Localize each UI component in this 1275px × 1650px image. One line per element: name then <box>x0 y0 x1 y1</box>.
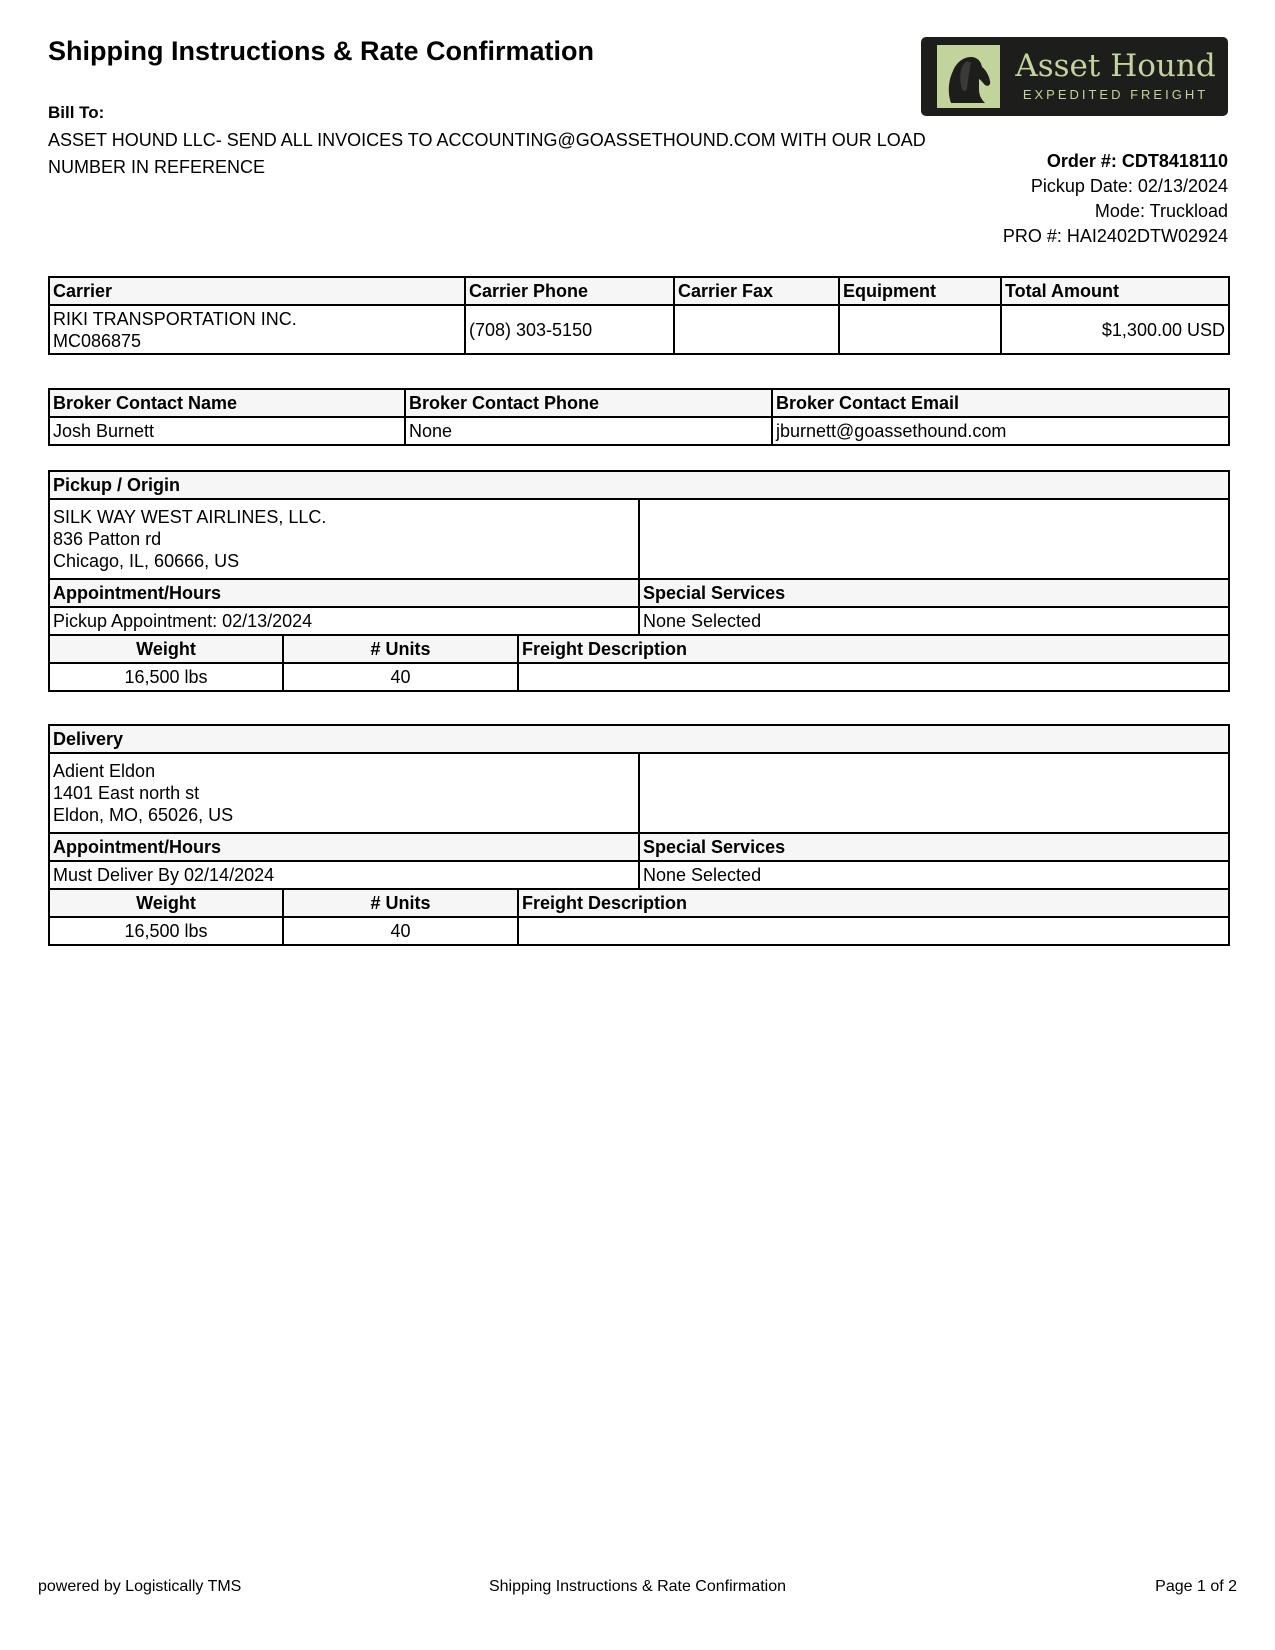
pickup-weight-header: Weight <box>49 635 283 663</box>
pro-number: PRO #: HAI2402DTW02924 <box>1002 226 1228 246</box>
delivery-weight-header: Weight <box>49 889 283 917</box>
delivery-special-header: Special Services <box>639 833 1229 861</box>
pickup-address-line: Chicago, IL, 60666, US <box>53 551 240 571</box>
total-amount-header: Total Amount <box>1001 277 1229 305</box>
carrier-fax <box>674 305 839 354</box>
total-amount: $1,300.00 USD <box>1001 305 1229 354</box>
broker-phone-header: Broker Contact Phone <box>405 389 772 417</box>
broker-table <box>48 388 1230 446</box>
delivery-address <box>49 753 639 833</box>
pickup-address-line: 836 Patton rd <box>53 529 162 549</box>
delivery-weight: 16,500 lbs <box>49 917 283 945</box>
logo-name: Asset Hound <box>1015 48 1216 84</box>
delivery-address-line: Eldon, MO, 65026, US <box>53 805 234 825</box>
pickup-date: Pickup Date: 02/13/2024 <box>1030 176 1228 196</box>
hound-dog-icon <box>937 45 1000 108</box>
carrier-table <box>48 276 1230 355</box>
pickup-address-line: SILK WAY WEST AIRLINES, LLC. <box>53 507 327 527</box>
carrier-phone: (708) 303-5150 <box>465 305 674 354</box>
pickup-desc-header: Freight Description <box>518 635 1229 663</box>
delivery-address-line: Adient Eldon <box>53 761 156 781</box>
equipment <box>839 305 1001 354</box>
company-logo <box>921 37 1228 116</box>
broker-name: Josh Burnett <box>49 417 405 445</box>
broker-email[interactable]: jburnett@goassethound.com <box>772 417 1229 445</box>
carrier-cell <box>49 305 465 354</box>
pickup-section-label: Pickup / Origin <box>49 471 1229 499</box>
delivery-address-line: 1401 East north st <box>53 783 200 803</box>
delivery-special: None Selected <box>639 861 1229 889</box>
footer-title: Shipping Instructions & Rate Confirmation <box>488 1578 787 1595</box>
broker-name-header: Broker Contact Name <box>49 389 405 417</box>
delivery-appointment: Must Deliver By 02/14/2024 <box>49 861 639 889</box>
pickup-appointment-header: Appointment/Hours <box>49 579 639 607</box>
broker-phone: None <box>405 417 772 445</box>
delivery-notes <box>639 753 1229 833</box>
pickup-address <box>49 499 639 579</box>
footer-page-number: Page 1 of 2 <box>1155 1578 1237 1595</box>
order-number: Order #: CDT8418110 <box>1046 151 1228 171</box>
delivery-appointment-header: Appointment/Hours <box>49 833 639 861</box>
carrier-name: RIKI TRANSPORTATION INC. <box>53 308 297 329</box>
mode: Mode: Truckload <box>1094 201 1228 221</box>
order-info <box>1003 149 1228 249</box>
pickup-units-header: # Units <box>283 635 518 663</box>
logo-subtitle: EXPEDITED FREIGHT <box>1022 87 1209 102</box>
pickup-units: 40 <box>283 663 518 691</box>
pickup-weight: 16,500 lbs <box>49 663 283 691</box>
delivery-desc-header: Freight Description <box>518 889 1229 917</box>
delivery-units: 40 <box>283 917 518 945</box>
broker-email-header: Broker Contact Email <box>772 389 1229 417</box>
pickup-table <box>48 470 1230 692</box>
pickup-special: None Selected <box>639 607 1229 635</box>
equipment-header: Equipment <box>839 277 1001 305</box>
pickup-description <box>518 663 1229 691</box>
footer-powered-by: powered by Logistically TMS <box>38 1578 242 1595</box>
delivery-description <box>518 917 1229 945</box>
bill-to-text: ASSET HOUND LLC- SEND ALL INVOICES TO ACCOUNTING@GOASSETHOUND.COM WITH OUR LOAD NUMBER IN REFERENCE <box>48 130 926 177</box>
carrier-phone-header: Carrier Phone <box>465 277 674 305</box>
carrier-mc: MC086875 <box>53 330 142 351</box>
page-title: Shipping Instructions & Rate Confirmation <box>48 36 594 66</box>
pickup-special-header: Special Services <box>639 579 1229 607</box>
delivery-section-label: Delivery <box>49 725 1229 753</box>
carrier-header: Carrier <box>49 277 465 305</box>
pickup-notes <box>639 499 1229 579</box>
delivery-units-header: # Units <box>283 889 518 917</box>
bill-to-label: Bill To: <box>48 103 105 122</box>
carrier-fax-header: Carrier Fax <box>674 277 839 305</box>
pickup-appointment: Pickup Appointment: 02/13/2024 <box>49 607 639 635</box>
delivery-table <box>48 724 1230 946</box>
